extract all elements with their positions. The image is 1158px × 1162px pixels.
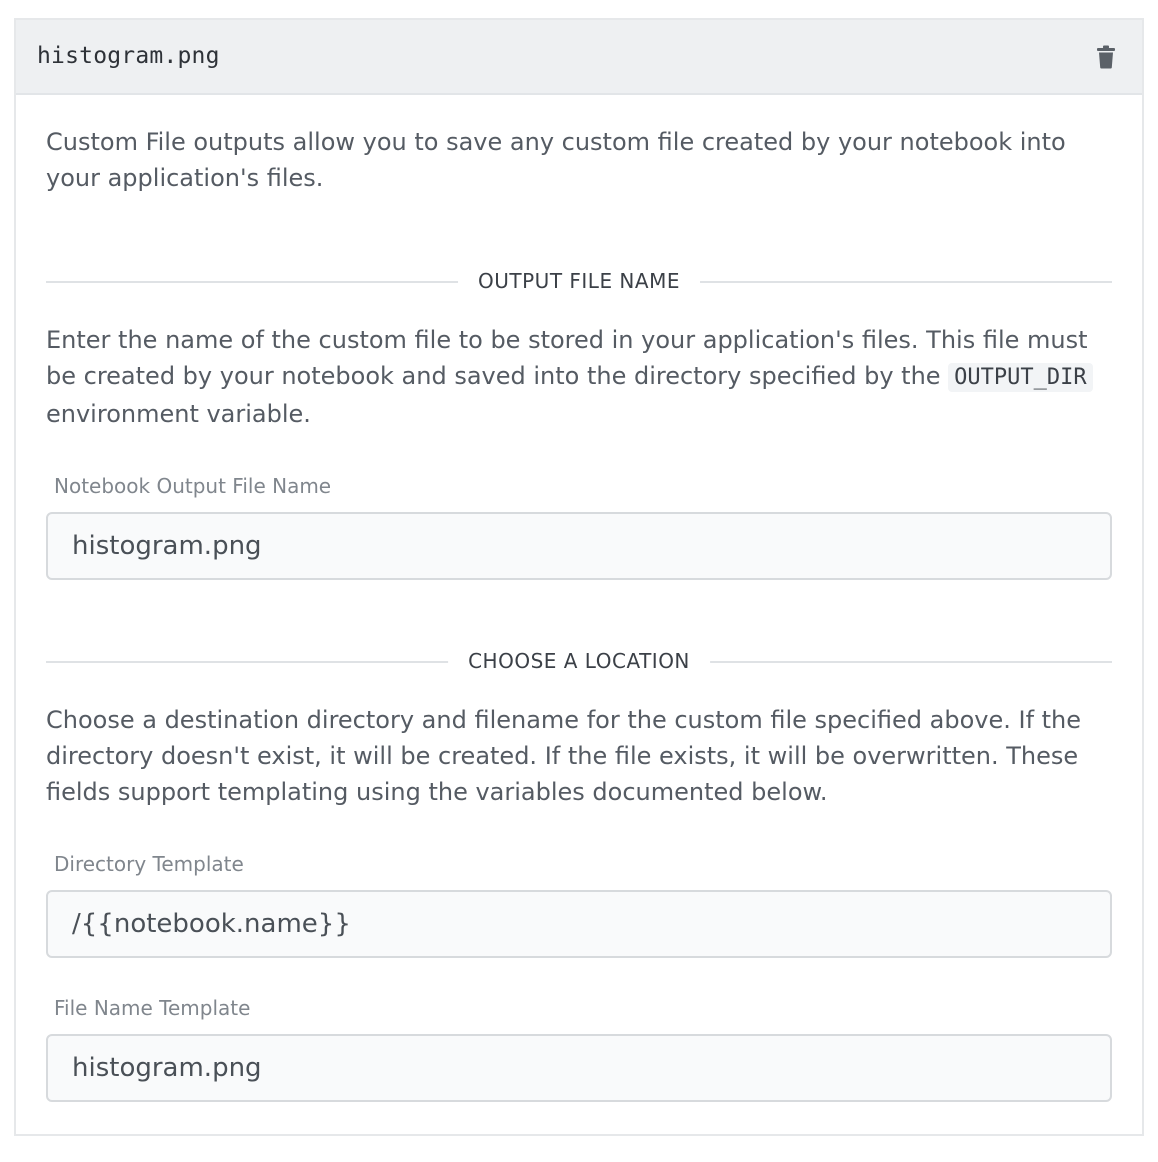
location-description: Choose a destination directory and filename for the custom file specified above. If the directory doesn't exist, it will be created. If the file exists, it will be overwritten. These fields support templating using the variables documented below. <box>46 706 1082 806</box>
panel-body <box>16 124 1142 1102</box>
output-file-name-divider <box>46 266 1112 296</box>
directory-template-label: Directory Template <box>54 852 244 876</box>
panel-title: histogram.png <box>37 43 220 69</box>
file-name-template-group <box>46 994 1112 1102</box>
output-description-tail: environment variable. <box>46 400 311 428</box>
intro-text: Custom File outputs allow you to save any custom file created by your notebook into your application's files. <box>46 128 1066 192</box>
directory-template-group <box>46 850 1112 958</box>
output-description-text: Enter the name of the custom file to be stored in your application's files. This file must be created by your notebook and saved into the directory specified by the <box>46 326 1088 390</box>
panel-header <box>16 20 1142 95</box>
output-dir-code: OUTPUT_DIR <box>948 363 1092 392</box>
notebook-output-file-name-group <box>46 472 1112 580</box>
custom-file-output-panel <box>14 18 1144 1136</box>
file-name-template-label: File Name Template <box>54 996 251 1020</box>
notebook-output-file-name-label: Notebook Output File Name <box>54 474 332 498</box>
directory-template-input[interactable]: /{{notebook.name}} <box>46 890 1112 958</box>
output-description <box>46 322 1112 432</box>
choose-location-divider <box>46 646 1112 676</box>
section-heading-output-file-name: OUTPUT FILE NAME <box>458 266 700 296</box>
trash-icon[interactable] <box>1096 45 1116 69</box>
notebook-output-file-name-input[interactable]: histogram.png <box>46 512 1112 580</box>
section-heading-choose-location: CHOOSE A LOCATION <box>448 646 710 676</box>
file-name-template-input[interactable]: histogram.png <box>46 1034 1112 1102</box>
